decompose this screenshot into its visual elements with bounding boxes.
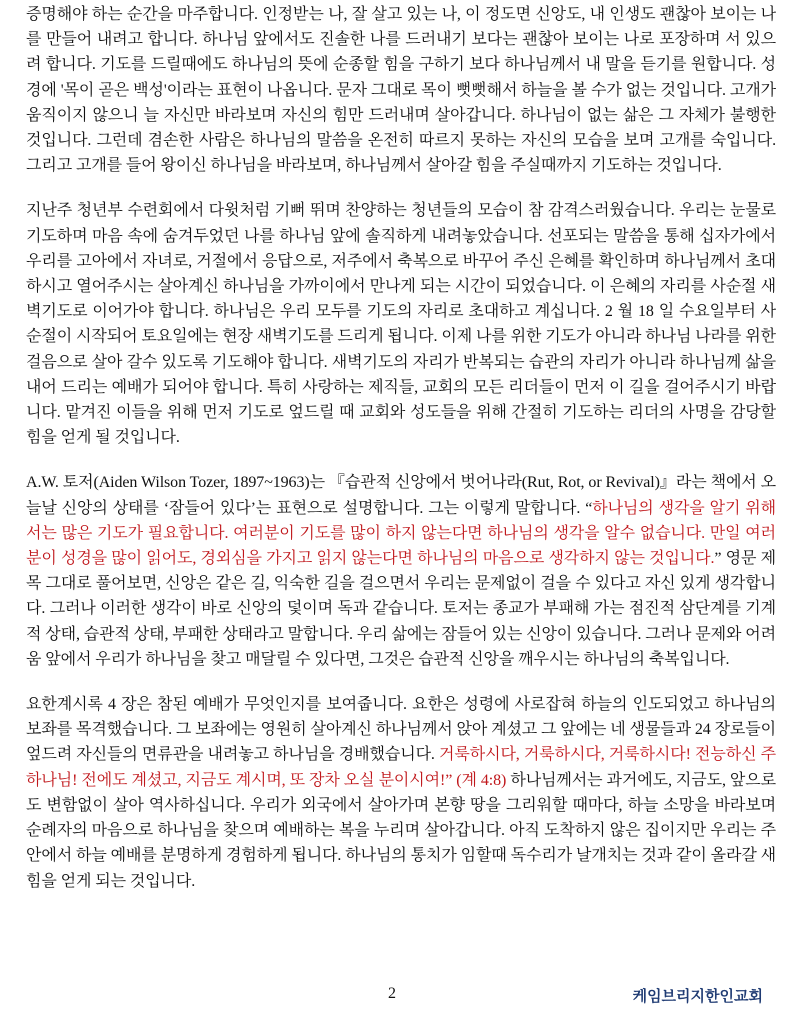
paragraph-3-text-intro: A.W. 토저(Aiden Wilson Tozer, 1897~1963)는 『습관적 신앙에서 벗어나라(Rut, Rot, or Revival)』라는 책에서 오늘날 신앙의 상태를 ‘잠들어 있다’는 표현으로 설명합니다. 그는 이렇게 말합니다. “ [26, 474, 776, 517]
church-name: 케임브리지한인교회 [632, 989, 763, 1005]
revelation-quote: 거룩하시다, 거룩하시다, 거룩하시다! 전능하신 주 하나님! 전에도 계셨고, 지금도 계시며, 또 장차 오실 분이시여!” (계 4:8) [26, 746, 776, 789]
paragraph-3 [26, 470, 776, 672]
paragraph-3-text-rest: ” 영문 제목 그대로 풀어보면, 신앙은 같은 길, 익숙한 길을 걸으면서 우리는 문제없이 걸을 수 있다고 자신 있게 생각합니다. 그러나 이러한 생각이 바로 신앙의 덫이며 독과 같습니다. 토저는 종교가 부패해 가는 점진적 삼단계를 기계적 상태, 습관적 상태, 부패한 상태라고 말합니다. 우리 삶에는 잠들어 있는 신앙이 있습니다. 그러나 문제와 어려움 앞에서 우리가 하나님을 찾고 매달릴 수 있다면, 그것은 습관적 신앙을 깨우시는 하나님의 축복입니다. [26, 550, 776, 668]
tozer-quote: 하나님의 생각을 알기 위해서는 많은 기도가 필요합니다. 여러분이 기도를 많이 하지 않는다면 하나님의 생각을 알수 없습니다. 만일 여러분이 성경을 많이 읽어도, 경외심을 가지고 읽지 않는다면 하나님의 마음으로 생각하지 않는 것입니다. [26, 499, 777, 568]
paragraph-2-text: 지난주 청년부 수련회에서 다윗처럼 기뻐 뛰며 찬양하는 청년들의 모습이 참 감격스러웠습니다. 우리는 눈물로 기도하며 마음 속에 숨겨두었던 나를 하나님 앞에 솔직하게 내려놓았습니다. 선포되는 말씀을 통해 십자가에서 우리를 고아에서 자녀로, 거절에서 응답으로, 저주에서 축복으로 바꾸어 주신 은혜를 확인하며 하나님께서 초대하시고 열어주시는 살아계신 하나님을 가까이에서 만나게 되는 시간이 되었습니다. 이 은혜의 자리를 사순절 새벽기도로 이어가야 합니다. 하나님은 우리 모두를 기도의 자리로 초대하고 계십니다. 2 월 18 일 수요일부터 사순절이 시작되어 토요일에는 현장 새벽기도를 드리게 됩니다. 이제 나를 위한 기도가 아니라 하나님 나라를 위한 걸음으로 살아 갈수 있도록 기도해야 합니다. 새벽기도의 자리가 반복되는 습관의 자리가 아니라 하나님께 삶을 내어 드리는 예배가 되어야 합니다. 특히 사랑하는 제직들, 교회의 모든 리더들이 먼저 이 길을 걸어주시기 바랍니다. 맡겨진 이들을 위해 먼저 기도로 엎드릴 때 교회와 성도들을 위해 간절히 기도하는 리더의 사명을 감당할 힘을 얻게 될 것입니다. [26, 202, 776, 447]
paragraph-1 [26, 2, 776, 178]
paragraph-4-text-intro: 요한계시록 4 장은 참된 예배가 무엇인지를 보여줍니다. 요한은 성령에 사로잡혀 하늘의 인도되었고 하나님의 보좌를 목격했습니다. 그 보좌에는 영원히 살아계신 하나님께서 앉아 계셨고 그 앞에는 네 생물들과 24 장로들이 엎드려 자신들의 면류관을 내려놓고 하나님을 경배했습니다. [26, 696, 776, 764]
page-number: 2 [388, 985, 396, 1002]
paragraph-2 [26, 198, 776, 450]
document-page [26, 2, 776, 914]
page-footer [0, 985, 797, 1009]
paragraph-1-text: 증명해야 하는 순간을 마주합니다. 인정받는 나, 잘 살고 있는 나, 이 정도면 신앙도, 내 인생도 괜찮아 보이는 나를 만들어 내려고 합니다. 하나님 앞에서도 진솔한 나를 드러내기 보다는 괜찮아 보이는 나로 포장하며 서 있으려 합니다. 기도를 드릴때에도 하나님의 뜻에 순종할 힘을 구하기 보다 하나님께서 내 말을 듣기를 원합니다. 성경에 '목이 곧은 백성'이라는 표현이 나옵니다. 문자 그대로 목이 뻣뻣해서 하늘을 볼 수가 없는 것입니다. 고개가 움직이지 않으니 늘 자신만 바라보며 자신의 힘만 드러내며 살아갑니다. 하나님이 없는 삶은 그 자체가 불행한 것입니다. 그런데 겸손한 사람은 하나님의 말씀을 온전히 따르지 못하는 자신의 모습을 보며 고개를 숙입니다. 그리고 고개를 들어 왕이신 하나님을 바라보며, 하나님께서 살아갈 힘을 주실때까지 기도하는 것입니다. [26, 6, 776, 175]
paragraph-4 [26, 692, 776, 894]
paragraph-4-text-rest: 하나님께서는 과거에도, 지금도, 앞으로도 변함없이 살아 역사하십니다. 우리가 외국에서 살아가며 본향 땅을 그리워할 때마다, 하늘 소망을 바라보며 순례자의 마음으로 하나님을 찾으며 예배하는 복을 누리며 살아갑니다. 아직 도착하지 않은 집이지만 우리는 주 안에서 하늘 예배를 분명하게 경험하게 됩니다. 하나님의 통치가 임할때 독수리가 날개치는 것과 같이 올라갈 새힘을 얻게 되는 것입니다. [26, 771, 776, 890]
